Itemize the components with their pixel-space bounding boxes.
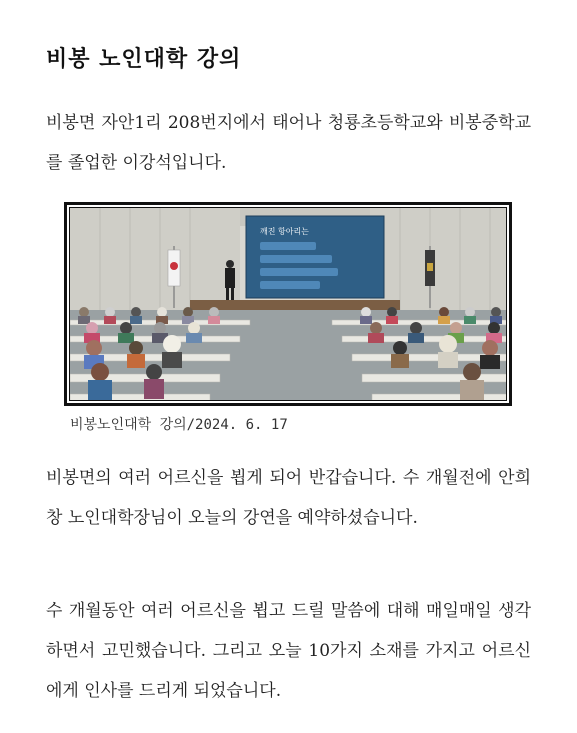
slide-heading: 깨진 항아리는 (260, 227, 309, 236)
lecture-hall-image (70, 208, 507, 401)
greeting-paragraph: 비봉면의 여러 어르신을 뵙게 되어 반갑습니다. 수 개월전에 안희창 노인대학장님이 오늘의 강연을 예약하셨습니다. (46, 468, 531, 528)
intro-paragraph: 비봉면 자안1리 208번지에서 태어나 청룡초등학교와 비봉중학교를 졸업한 이강석입니다. (46, 113, 531, 173)
photo-caption: 비봉노인대학 강의/2024. 6. 17 (70, 417, 288, 433)
preparation-paragraph: 수 개월동안 여러 어르신을 뵙고 드릴 말씀에 대해 매일매일 생각하면서 고민했습니다. 그리고 오늘 10가지 소재를 가지고 어르신에게 인사를 드리게 되었습니다. (46, 601, 531, 701)
lecture-photo (64, 202, 512, 406)
page-title: 비봉 노인대학 강의 (46, 47, 242, 72)
